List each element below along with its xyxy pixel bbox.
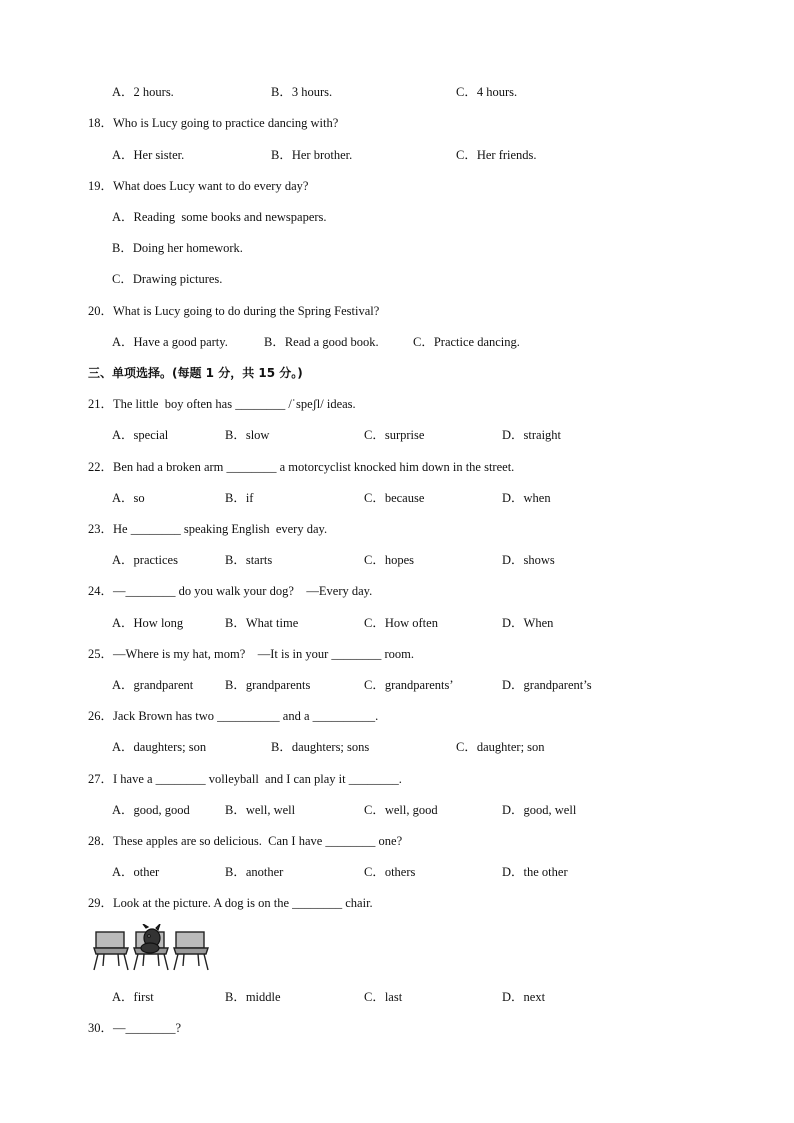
answer-option: A．Have a good party. — [112, 335, 228, 349]
answer-option: C．Her friends. — [456, 148, 537, 162]
question-stem: 23．He ________ speaking English every day. — [88, 522, 328, 536]
answer-option: A．other — [112, 865, 160, 879]
answer-option: C．hopes — [364, 553, 415, 567]
answer-option: D．the other — [502, 865, 568, 879]
question-stem: 26．Jack Brown has two __________ and a __________. — [88, 709, 379, 723]
question-stem: 20．What is Lucy going to do during the Spring Festival? — [88, 304, 380, 318]
question-stem: 18．Who is Lucy going to practice dancing with? — [88, 116, 339, 130]
question-stem: 30．—________? — [88, 1021, 182, 1035]
answer-option: D．When — [502, 616, 554, 630]
answer-option: B．Read a good book. — [264, 335, 379, 349]
answer-option: B．starts — [225, 553, 273, 567]
question-stem: 24．—________ do you walk your dog? —Every day. — [88, 584, 373, 598]
answer-option: A．so — [112, 491, 145, 505]
answer-option: A．Her sister. — [112, 148, 185, 162]
answer-option: C．Drawing pictures. — [112, 272, 223, 286]
answer-option: C．daughter; son — [456, 740, 545, 754]
answer-option: A．special — [112, 428, 169, 442]
answer-option: D．grandparent’s — [502, 678, 592, 692]
answer-option: C．because — [364, 491, 425, 505]
answer-option: B．if — [225, 491, 254, 505]
answer-option: B．slow — [225, 428, 270, 442]
question-stem: 19．What does Lucy want to do every day? — [88, 179, 309, 193]
answer-option: D．shows — [502, 553, 555, 567]
answer-option: A．good, good — [112, 803, 190, 817]
answer-option: C．well, good — [364, 803, 438, 817]
answer-option: A．How long — [112, 616, 184, 630]
question-stem: 25．—Where is my hat, mom? —It is in your ________ room. — [88, 647, 415, 661]
answer-option: C．surprise — [364, 428, 425, 442]
answer-option: C．4 hours. — [456, 85, 518, 99]
three-chairs-dog-picture — [90, 924, 214, 972]
chair-icon — [174, 932, 208, 970]
question-stem: 27．I have a ________ volleyball and I can play it ________. — [88, 772, 402, 786]
answer-option: A．grandparent — [112, 678, 194, 692]
answer-option: A．first — [112, 990, 154, 1004]
answer-option: A．practices — [112, 553, 178, 567]
chair-icon — [94, 932, 128, 970]
question-stem: 28．These apples are so delicious. Can I have ________ one? — [88, 834, 403, 848]
answer-option: C．How often — [364, 616, 438, 630]
answer-option: B．grandparents — [225, 678, 311, 692]
question-stem: 21．The little boy often has ________ /ˈspeʃl/ ideas. — [88, 397, 356, 411]
answer-option: D．good, well — [502, 803, 577, 817]
answer-option: B．What time — [225, 616, 299, 630]
question-stem: 22．Ben had a broken arm ________ a motorcyclist knocked him down in the street. — [88, 460, 515, 474]
answer-option: A．Reading some books and newspapers. — [112, 210, 327, 224]
answer-option: C．grandparents’ — [364, 678, 454, 692]
answer-option: B．another — [225, 865, 284, 879]
answer-option: D．when — [502, 491, 551, 505]
question-stem: 29．Look at the picture. A dog is on the ________ chair. — [88, 896, 373, 910]
answer-option: B．daughters; sons — [271, 740, 370, 754]
answer-option: C．Practice dancing. — [413, 335, 520, 349]
answer-option: B．Doing her homework. — [112, 241, 243, 255]
answer-option: B．middle — [225, 990, 281, 1004]
answer-option: C．others — [364, 865, 416, 879]
answer-option: A．daughters; son — [112, 740, 207, 754]
answer-option: C．last — [364, 990, 403, 1004]
answer-option: D．next — [502, 990, 546, 1004]
dog-icon — [141, 924, 160, 953]
answer-option: D．straight — [502, 428, 562, 442]
answer-option: A．2 hours. — [112, 85, 174, 99]
answer-option: B．3 hours. — [271, 85, 333, 99]
answer-option: B．well, well — [225, 803, 296, 817]
answer-option: B．Her brother. — [271, 148, 353, 162]
section-heading: 三、单项选择。(每题 1 分，共 15 分。) — [88, 366, 303, 380]
